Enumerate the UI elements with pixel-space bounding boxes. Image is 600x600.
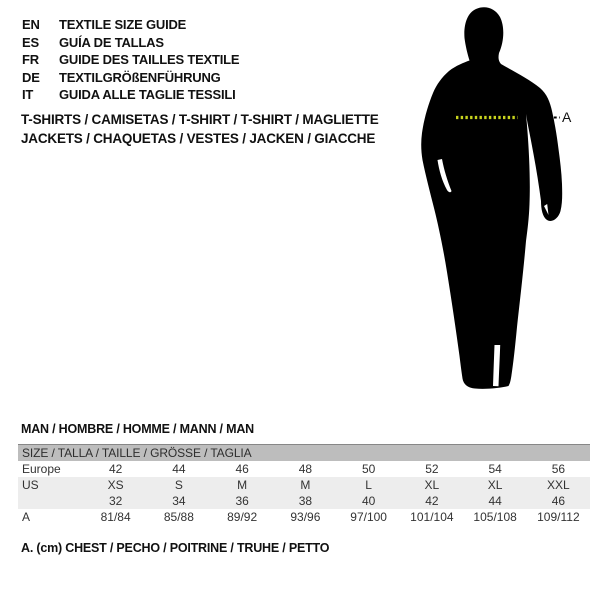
language-row	[22, 34, 239, 52]
size-cell: M	[237, 478, 248, 492]
size-cell: 46	[235, 462, 249, 476]
size-cell: XL	[424, 478, 440, 492]
size-cell: M	[300, 478, 311, 492]
language-row	[22, 16, 239, 34]
row-label	[18, 493, 84, 509]
size-cell: L	[365, 478, 372, 492]
language-title: TEXTILGRÖßENFÜHRUNG	[59, 69, 221, 85]
measurement-label-a: A	[562, 109, 572, 125]
row-label: US	[22, 478, 39, 492]
size-cell: 42	[425, 494, 439, 508]
size-cell: 48	[298, 462, 313, 476]
size-cell: XXL	[547, 478, 570, 492]
language-title: GUIDA ALLE TAGLIE TESSILI	[59, 87, 236, 102]
language-code: IT	[22, 87, 34, 102]
size-cell: 101/104	[410, 510, 454, 524]
size-cell: 44	[488, 494, 502, 508]
size-table	[18, 444, 590, 525]
table-row-us	[18, 477, 590, 493]
language-code: FR	[22, 52, 39, 67]
language-code: DE	[22, 69, 40, 85]
size-cell: 54	[488, 462, 502, 476]
size-cell: 32	[108, 494, 123, 508]
size-cell: 38	[298, 494, 313, 508]
size-cell: 81/84	[100, 510, 131, 524]
language-row	[22, 86, 239, 104]
gender-heading: MAN / HOMBRE / HOMME / MANN / MAN	[21, 422, 254, 436]
language-title: GUÍA DE TALLAS	[59, 34, 164, 50]
table-row-europe	[18, 461, 590, 477]
size-cell: 46	[551, 494, 566, 508]
size-cell: 56	[551, 462, 566, 476]
size-table-header: SIZE / TALLA / TAILLE / GRÖSSE / TAGLIA	[18, 444, 590, 461]
size-cell: 34	[172, 494, 186, 508]
row-label: Europe	[22, 462, 61, 476]
size-cell: 42	[108, 462, 123, 476]
size-cell: 50	[361, 462, 376, 476]
language-code: EN	[22, 17, 40, 32]
language-list	[22, 16, 239, 104]
table-row-numeric	[18, 493, 590, 509]
language-row	[22, 69, 239, 87]
size-cell: XS	[107, 478, 124, 492]
size-cell: 89/92	[227, 510, 258, 524]
silhouette-path	[421, 7, 562, 389]
man-silhouette-figure	[390, 0, 600, 410]
category-list	[21, 110, 379, 148]
size-cell: 36	[235, 494, 249, 508]
language-code: ES	[22, 34, 39, 50]
size-cell: 109/112	[537, 510, 580, 524]
language-title: GUIDE DES TAILLES TEXTILE	[59, 52, 240, 67]
size-cell: 44	[172, 462, 186, 476]
category-line: JACKETS / CHAQUETAS / VESTES / JACKEN / GIACCHE	[21, 131, 376, 146]
size-cell: 85/88	[163, 510, 194, 524]
size-cell: 40	[361, 494, 376, 508]
language-row	[22, 51, 239, 69]
size-cell: 52	[425, 462, 439, 476]
row-label: A	[22, 510, 31, 524]
size-cell: XL	[487, 478, 503, 492]
category-line: T-SHIRTS / CAMISETAS / T-SHIRT / T-SHIRT / MAGLIETTE	[21, 112, 379, 127]
table-row-chest	[18, 509, 590, 525]
size-cell: 105/108	[473, 510, 517, 524]
language-title: TEXTILE SIZE GUIDE	[59, 17, 187, 32]
size-cell: S	[174, 478, 183, 492]
size-cell: 93/96	[290, 510, 321, 524]
measurement-footnote: A. (cm) CHEST / PECHO / POITRINE / TRUHE / PETTO	[21, 541, 330, 555]
size-cell: 97/100	[350, 510, 387, 524]
